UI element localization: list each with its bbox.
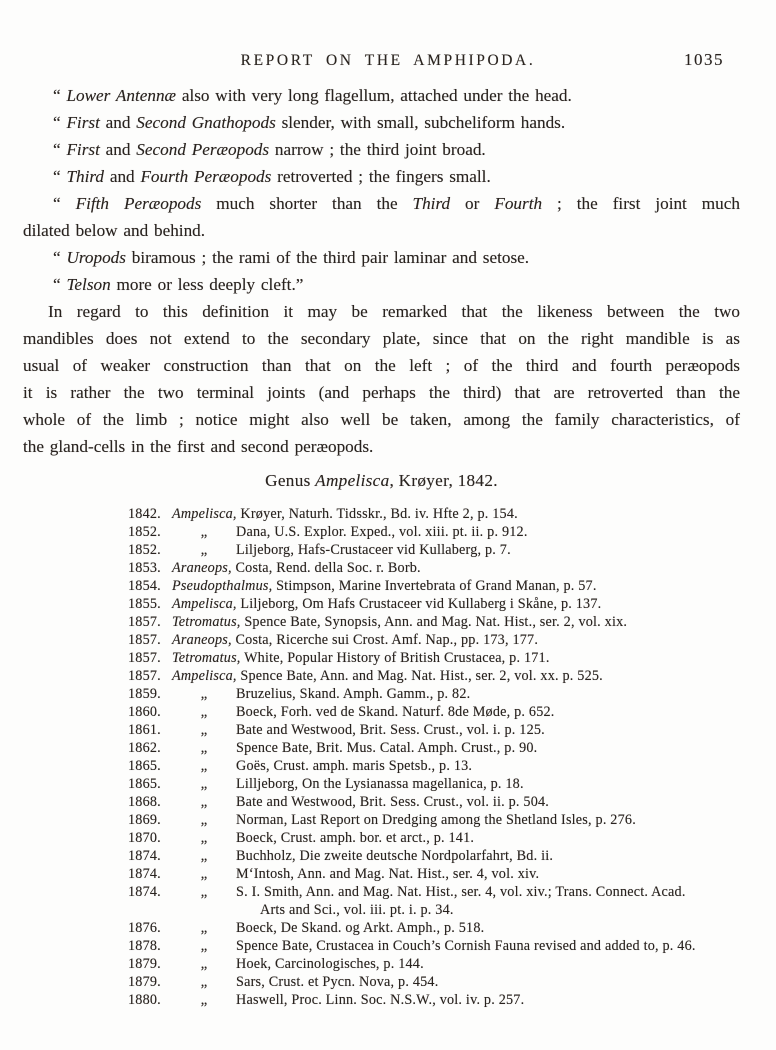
entry-year: 1860.	[128, 704, 161, 720]
entry-year: 1853.	[128, 560, 161, 576]
ditto-mark: „	[200, 740, 208, 756]
entry-year: 1855.	[128, 596, 161, 612]
term-italic: Fourth Peræopods	[140, 167, 272, 186]
bibliography-list	[23, 505, 740, 1009]
bibliography-entry	[23, 955, 740, 973]
bibliography-entry	[23, 595, 740, 613]
entry-year: 1874.	[128, 848, 161, 864]
running-head: REPORT ON THE AMPHIPODA.	[240, 52, 536, 69]
genus-name: Pseudopthalmus,	[172, 578, 273, 594]
entry-year: 1862.	[128, 740, 161, 756]
genus-heading-suffix: , Krøyer, 1842.	[389, 471, 498, 490]
bibliography-entry	[23, 919, 740, 937]
entry-year: 1874.	[128, 884, 161, 900]
bibliography-entry	[23, 613, 740, 631]
ditto-mark: „	[200, 542, 208, 558]
page-content	[23, 82, 740, 1009]
genus-name: Ampelisca,	[172, 668, 237, 684]
definition-line	[23, 136, 740, 163]
text-run: “	[53, 167, 67, 186]
ditto-mark: „	[200, 758, 208, 774]
text-run: retroverted ; the fingers small.	[271, 167, 491, 186]
entry-citation: Norman, Last Report on Dredging among the Shetland Isles, p. 276.	[236, 812, 636, 828]
text-run: and	[99, 113, 137, 132]
entry-citation: Lilljeborg, On the Lysianassa magellanica, p. 18.	[236, 776, 524, 792]
bibliography-entry	[23, 757, 740, 775]
paragraph-line: the gland-cells in the first and second peræopods.	[23, 437, 374, 456]
entry-citation: Boeck, De Skand. og Arkt. Amph., p. 518.	[236, 920, 485, 936]
page-number: 1035	[684, 50, 724, 69]
term-italic: Lower Antennæ	[66, 86, 177, 105]
definition-line	[23, 109, 740, 136]
entry-year: 1879.	[128, 974, 161, 990]
paragraph-line: whole of the limb ; notice might also well be taken, among the family characteristics, of	[23, 410, 740, 429]
entry-citation: Haswell, Proc. Linn. Soc. N.S.W., vol. iv. p. 257.	[236, 992, 525, 1008]
genus-name: Ampelisca,	[172, 506, 237, 522]
entry-citation: Bruzelius, Skand. Amph. Gamm., p. 82.	[236, 686, 471, 702]
entry-year: 1852.	[128, 542, 161, 558]
ditto-mark: „	[200, 722, 208, 738]
entry-year: 1868.	[128, 794, 161, 810]
ditto-mark: „	[200, 776, 208, 792]
entry-year: 1879.	[128, 956, 161, 972]
ditto-mark: „	[200, 938, 208, 954]
text-run: much shorter than the	[201, 194, 413, 213]
ditto-mark: „	[200, 794, 208, 810]
remark-paragraph	[23, 298, 740, 460]
text-run: “	[53, 86, 67, 105]
entry-year: 1861.	[128, 722, 161, 738]
entry-year: 1880.	[128, 992, 161, 1008]
genus-heading	[23, 469, 740, 493]
entry-year: 1842.	[128, 506, 161, 522]
entry-citation: Bate and Westwood, Brit. Sess. Crust., vol. ii. p. 504.	[236, 794, 550, 810]
genus-name: Araneops,	[172, 632, 232, 648]
bibliography-entry	[23, 685, 740, 703]
entry-citation-continuation: Arts and Sci., vol. iii. pt. i. p. 34.	[260, 902, 454, 918]
ditto-mark: „	[200, 830, 208, 846]
ditto-mark: „	[200, 686, 208, 702]
definition-line	[23, 163, 740, 190]
entry-citation: Costa, Rend. della Soc. r. Borb.	[235, 560, 421, 576]
term-italic: First	[66, 140, 100, 159]
entry-year: 1869.	[128, 812, 161, 828]
bibliography-entry	[23, 847, 740, 865]
entry-year: 1857.	[128, 632, 161, 648]
bibliography-entry	[23, 523, 740, 541]
bibliography-entry	[23, 775, 740, 793]
bibliography-entry	[23, 883, 740, 919]
text-run: “	[53, 275, 67, 294]
genus-name: Ampelisca,	[172, 596, 237, 612]
entry-year: 1857.	[128, 650, 161, 666]
text-run: or	[450, 194, 495, 213]
entry-citation: Dana, U.S. Explor. Exped., vol. xiii. pt. ii. p. 912.	[236, 524, 528, 540]
entry-year: 1865.	[128, 776, 161, 792]
bibliography-entry	[23, 865, 740, 883]
term-italic: Third	[66, 167, 105, 186]
bibliography-entry	[23, 937, 740, 955]
bibliography-entry	[23, 973, 740, 991]
bibliography-entry	[23, 541, 740, 559]
bibliography-entry	[23, 811, 740, 829]
term-italic: Telson	[66, 275, 111, 294]
entry-citation: Sars, Crust. et Pycn. Nova, p. 454.	[236, 974, 439, 990]
entry-year: 1874.	[128, 866, 161, 882]
ditto-mark: „	[200, 920, 208, 936]
entry-citation: Stimpson, Marine Invertebrata of Grand Manan, p. 57.	[276, 578, 597, 594]
ditto-mark: „	[200, 704, 208, 720]
ditto-mark: „	[200, 884, 208, 900]
entry-year: 1852.	[128, 524, 161, 540]
entry-citation: Spence Bate, Ann. and Mag. Nat. Hist., ser. 2, vol. xx. p. 525.	[240, 668, 603, 684]
bibliography-entry	[23, 703, 740, 721]
definition-line	[23, 244, 740, 271]
ditto-mark: „	[200, 812, 208, 828]
entry-year: 1876.	[128, 920, 161, 936]
term-italic: Second Peræopods	[136, 140, 270, 159]
entry-year: 1870.	[128, 830, 161, 846]
text-run: “	[53, 194, 76, 213]
entry-citation: Goës, Crust. amph. maris Spetsb., p. 13.	[236, 758, 473, 774]
term-italic: Fifth Peræopods	[75, 194, 202, 213]
bibliography-entry	[23, 667, 740, 685]
term-italic: Third	[412, 194, 451, 213]
definition-list	[23, 82, 740, 298]
entry-citation: Liljeborg, Hafs-Crustaceer vid Kullaberg, p. 7.	[236, 542, 511, 558]
genus-name: Tetromatus,	[172, 650, 241, 666]
entry-year: 1857.	[128, 668, 161, 684]
bibliography-entry	[23, 505, 740, 523]
text-run: more or less deeply cleft.”	[110, 275, 304, 294]
genus-name: Araneops,	[172, 560, 232, 576]
text-run: “	[53, 113, 67, 132]
bibliography-entry	[23, 577, 740, 595]
text-run: also with very long flagellum, attached under the head.	[176, 86, 572, 105]
entry-citation: Liljeborg, Om Hafs Crustaceer vid Kullaberg i Skåne, p. 137.	[240, 596, 602, 612]
ditto-mark: „	[200, 866, 208, 882]
entry-citation: Hoek, Carcinologisches, p. 144.	[236, 956, 424, 972]
entry-citation: Spence Bate, Synopsis, Ann. and Mag. Nat. Hist., ser. 2, vol. xix.	[244, 614, 628, 630]
bibliography-entry	[23, 649, 740, 667]
text-run: biramous ; the rami of the third pair laminar and setose.	[125, 248, 530, 267]
text-run: and	[99, 140, 137, 159]
ditto-mark: „	[200, 956, 208, 972]
entry-citation: Bate and Westwood, Brit. Sess. Crust., vol. i. p. 125.	[236, 722, 545, 738]
paragraph-line: it is rather the two terminal joints (and perhaps the third) that are retroverted than the	[23, 383, 740, 402]
entry-year: 1857.	[128, 614, 161, 630]
entry-citation: Spence Bate, Crustacea in Couch’s Cornish Fauna revised and added to, p. 46.	[236, 938, 696, 954]
entry-citation: Costa, Ricerche sui Crost. Amf. Nap., pp. 173, 177.	[235, 632, 539, 648]
ditto-mark: „	[200, 848, 208, 864]
genus-heading-prefix: Genus	[265, 471, 316, 490]
definition-line	[23, 217, 740, 244]
entry-year: 1854.	[128, 578, 161, 594]
ditto-mark: „	[200, 992, 208, 1008]
bibliography-entry	[23, 631, 740, 649]
bibliography-entry	[23, 559, 740, 577]
text-run: ; the first joint much	[542, 194, 740, 213]
text-run: dilated below and behind.	[23, 221, 206, 240]
entry-citation: Krøyer, Naturh. Tidsskr., Bd. iv. Hfte 2, p. 154.	[240, 506, 518, 522]
ditto-mark: „	[200, 974, 208, 990]
definition-line	[23, 82, 740, 109]
entry-year: 1859.	[128, 686, 161, 702]
ditto-mark: „	[200, 524, 208, 540]
bibliography-entry	[23, 991, 740, 1009]
entry-citation: White, Popular History of British Crustacea, p. 171.	[244, 650, 550, 666]
paragraph-line: In regard to this definition it may be remarked that the likeness between the two	[48, 302, 740, 321]
text-run: “	[53, 248, 67, 267]
genus-name: Tetromatus,	[172, 614, 241, 630]
text-run: and	[104, 167, 141, 186]
bibliography-entry	[23, 721, 740, 739]
paragraph-line: mandibles does not extend to the secondary plate, since that on the right mandible is as	[23, 329, 740, 348]
paragraph-line: usual of weaker construction than that on the left ; of the third and fourth peræopods	[23, 356, 740, 375]
text-run: slender, with small, subcheliform hands.	[275, 113, 566, 132]
entry-year: 1865.	[128, 758, 161, 774]
definition-line	[23, 190, 740, 217]
entry-citation: S. I. Smith, Ann. and Mag. Nat. Hist., ser. 4, vol. xiv.; Trans. Connect. Acad.	[236, 884, 686, 900]
term-italic: Uropods	[66, 248, 126, 267]
entry-year: 1878.	[128, 938, 161, 954]
text-run: narrow ; the third joint broad.	[269, 140, 486, 159]
entry-citation: M‘Intosh, Ann. and Mag. Nat. Hist., ser. 4, vol. xiv.	[236, 866, 540, 882]
entry-citation: Spence Bate, Brit. Mus. Catal. Amph. Crust., p. 90.	[236, 740, 538, 756]
term-italic: First	[66, 113, 100, 132]
text-run: “	[53, 140, 67, 159]
bibliography-entry	[23, 793, 740, 811]
entry-citation: Boeck, Forh. ved de Skand. Naturf. 8de Møde, p. 652.	[236, 704, 555, 720]
bibliography-entry	[23, 739, 740, 757]
term-italic: Fourth	[494, 194, 543, 213]
definition-line	[23, 271, 740, 298]
entry-citation: Buchholz, Die zweite deutsche Nordpolarfahrt, Bd. ii.	[236, 848, 554, 864]
entry-citation: Boeck, Crust. amph. bor. et arct., p. 141.	[236, 830, 475, 846]
genus-name-italic: Ampelisca	[315, 471, 390, 490]
term-italic: Second Gnathopods	[136, 113, 276, 132]
bibliography-entry	[23, 829, 740, 847]
